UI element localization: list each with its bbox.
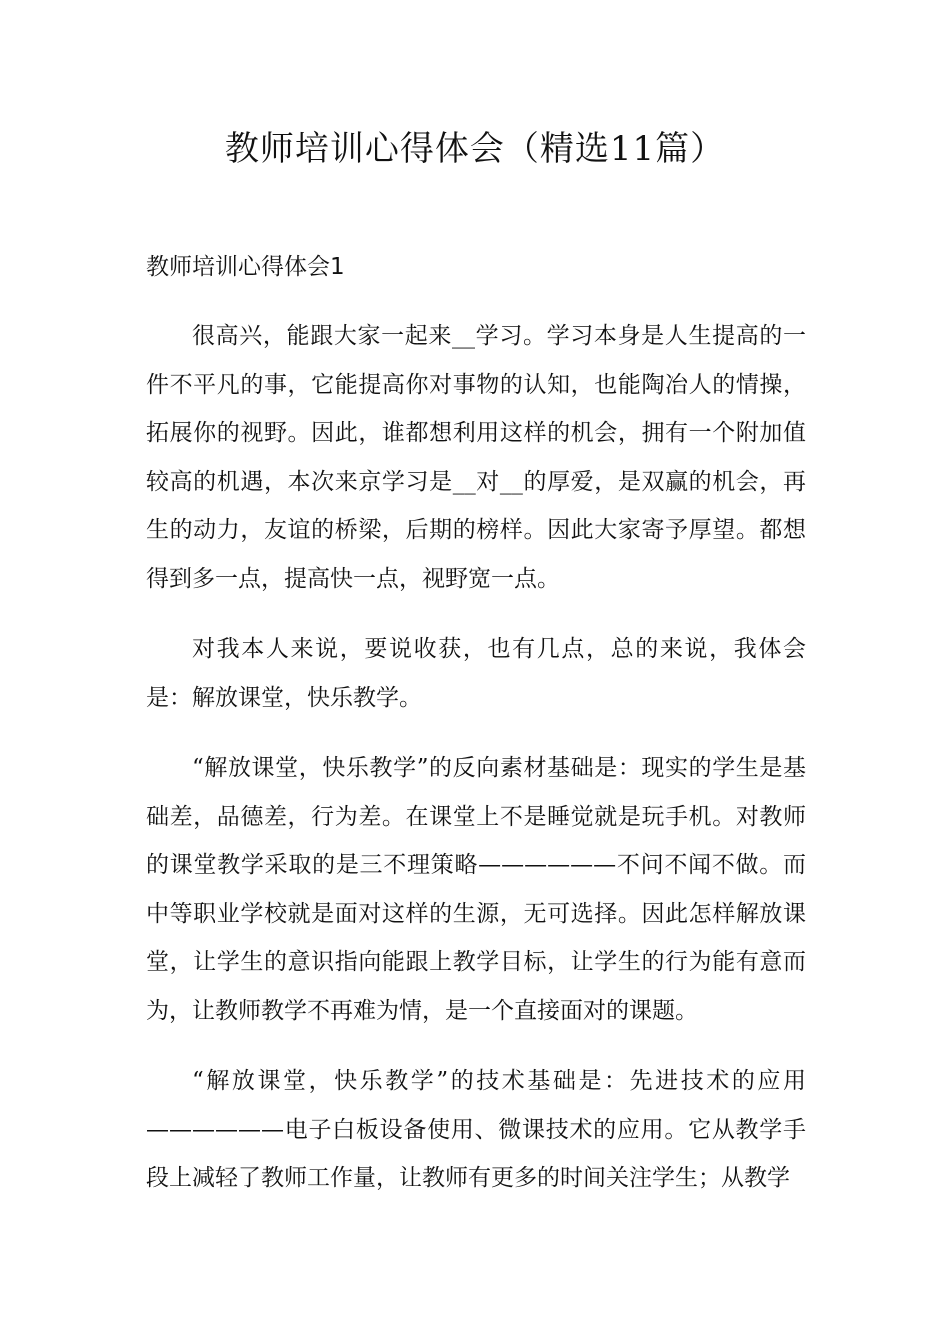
paragraph-2: 对我本人来说，要说收获，也有几点，总的来说，我体会是：解放课堂，快乐教学。 xyxy=(146,636,806,711)
paragraph-4: “解放课堂，快乐教学”的技术基础是：先进技术的应用——————电子白板设备使用、微课技术的应用。它从教学手段上减轻了教师工作量，让教师有更多的时间关注学生；从教学 xyxy=(146,1068,806,1191)
paragraph-3: “解放课堂，快乐教学”的反向素材基础是：现实的学生是基础差，品德差，行为差。在课堂上不是睡觉就是玩手机。对教师的课堂教学采取的是三不理策略——————不问不闻不做。而中等职业学校就是面对这样的生源，无可选择。因此怎样解放课堂，让学生的意识指向能跟上教学目标，让学生的行为能有意而为，让教师教学不再难为情，是一个直接面对的课题。 xyxy=(146,755,806,1024)
section-heading: 教师培训心得体会1 xyxy=(146,254,345,280)
document-body xyxy=(146,312,806,1225)
paragraph-1: 很高兴，能跟大家一起来__学习。学习本身是人生提高的一件不平凡的事，它能提高你对事物的认知，也能陶冶人的情操，拓展你的视野。因此，谁都想利用这样的机会，拥有一个附加值较高的机遇，本次来京学习是__对__的厚爱，是双赢的机会，再生的动力，友谊的桥梁，后期的榜样。因此大家寄予厚望。都想得到多一点，提高快一点，视野宽一点。 xyxy=(146,323,806,592)
document-title: 教师培训心得体会（精选11篇） xyxy=(224,129,726,169)
